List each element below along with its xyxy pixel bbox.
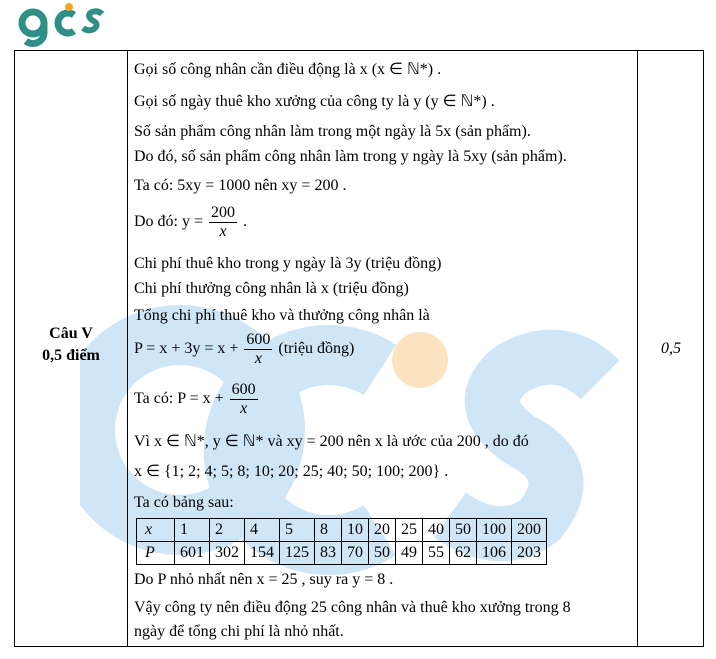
line-9: Tổng chi phí thuê kho và thưởng công nhân là xyxy=(134,307,430,324)
x-cell: 50 xyxy=(450,519,477,542)
x-cell: 25 xyxy=(396,519,423,542)
score-value: 0,5 xyxy=(661,340,681,357)
line-4: Do đó, số sản phẩm công nhân làm trong y ngày là 5xy (sản phẩm). xyxy=(134,148,567,165)
line-14: Ta có bảng sau: xyxy=(134,494,234,511)
table-row-x xyxy=(137,519,547,542)
line-3: Số sản phẩm công nhân làm trong một ngày là 5x (sản phẩm). xyxy=(134,123,531,140)
fraction xyxy=(244,331,272,368)
solution-table xyxy=(14,50,704,647)
p-cell: 50 xyxy=(369,542,396,565)
line-11-prefix: Ta có: P = x + xyxy=(134,390,228,408)
x-cell: 5 xyxy=(280,519,315,542)
line-10 xyxy=(134,331,354,368)
x-cell: 200 xyxy=(512,519,547,542)
x-cell: 1 xyxy=(175,519,210,542)
line-12: Vì x ∈ ℕ*, y ∈ ℕ* và xy = 200 nên x là ước của 200 , do đó xyxy=(134,433,529,450)
line-7: Chi phí thuê kho trong y ngày là 3y (triệu đồng) xyxy=(134,255,442,272)
p-cell: 70 xyxy=(342,542,369,565)
p-cell: 302 xyxy=(210,542,245,565)
p-cell: 106 xyxy=(477,542,512,565)
x-cell: 100 xyxy=(477,519,512,542)
question-points: 0,5 điểm xyxy=(42,347,100,364)
line-6-prefix: Do đó: y = xyxy=(134,213,208,231)
question-number: Câu V xyxy=(49,325,93,342)
x-cell: 4 xyxy=(245,519,280,542)
row-header-p: P xyxy=(137,542,175,565)
gcs-logo xyxy=(18,2,108,52)
line-6 xyxy=(134,204,247,241)
p-cell: 83 xyxy=(315,542,342,565)
column-divider xyxy=(127,51,128,646)
line-10-suffix: (triệu đồng) xyxy=(274,340,355,358)
question-label xyxy=(15,323,127,367)
p-cell: 154 xyxy=(245,542,280,565)
row-header-x: x xyxy=(137,519,175,542)
line-13: x ∈ {1; 2; 4; 5; 8; 10; 20; 25; 40; 50; 100; 200} . xyxy=(134,463,449,480)
p-cell: 601 xyxy=(175,542,210,565)
p-cell: 203 xyxy=(512,542,547,565)
fraction-denominator: x xyxy=(254,350,262,367)
line-6-suffix: . xyxy=(239,213,248,231)
p-cell: 125 xyxy=(280,542,315,565)
line-11 xyxy=(134,381,260,418)
line-16: Vậy công ty nên điều động 25 công nhân và thuê kho xưởng trong 8 xyxy=(134,599,571,616)
line-2: Gọi số ngày thuê kho xưởng của công ty là y (y ∈ ℕ*) . xyxy=(134,93,495,110)
x-cell: 8 xyxy=(315,519,342,542)
table-row-p xyxy=(137,542,547,565)
p-cell: 49 xyxy=(396,542,423,565)
x-cell: 10 xyxy=(342,519,369,542)
line-15: Do P nhỏ nhất nên x = 25 , suy ra y = 8 . xyxy=(134,571,394,588)
x-cell: 2 xyxy=(210,519,245,542)
fraction xyxy=(209,204,237,241)
line-1: Gọi số công nhân cần điều động là x (x ∈ ℕ*) . xyxy=(134,61,442,78)
fraction-numerator: 600 xyxy=(231,381,256,398)
line-8: Chi phí thưởng công nhân là x (triệu đồng) xyxy=(134,280,409,297)
p-cell: 55 xyxy=(423,542,450,565)
x-cell: 40 xyxy=(423,519,450,542)
line-5: Ta có: 5xy = 1000 nên xy = 200 . xyxy=(134,177,347,194)
fraction-numerator: 600 xyxy=(246,331,271,348)
fraction-numerator: 200 xyxy=(211,204,236,221)
line-10-prefix: P = x + 3y = x + xyxy=(134,340,243,358)
fraction-denominator: x xyxy=(219,223,227,240)
x-cell: 20 xyxy=(369,519,396,542)
fraction-denominator: x xyxy=(240,400,248,417)
line-17: ngày để tổng chi phí là nhỏ nhất. xyxy=(134,623,344,640)
fraction xyxy=(230,381,258,418)
p-cell: 62 xyxy=(450,542,477,565)
values-table xyxy=(136,518,547,565)
